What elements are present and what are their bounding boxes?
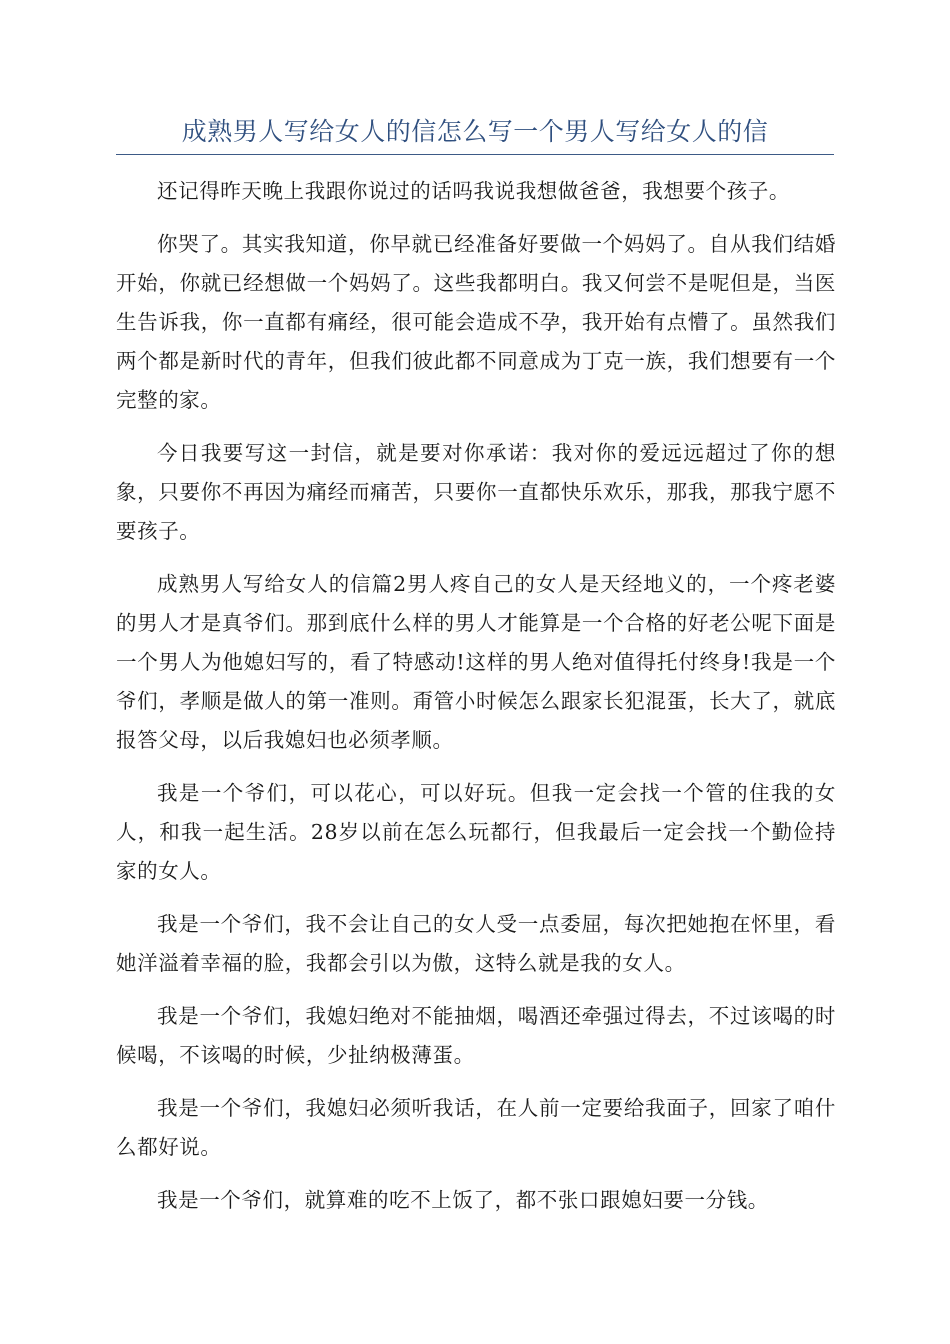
paragraph-1: 还记得昨天晚上我跟你说过的话吗我说我想做爸爸，我想要个孩子。	[157, 179, 790, 203]
paragraph-4: 成熟男人写给女人的信篇2男人疼自己的女人是天经地义的，一个疼老婆的男人才是真爷们。那到底什么样的男人才能算是一个合格的好老公呢下面是一个男人为他媳妇写的，看了特感动!这样的男人绝对值得托付终身!我是一个爷们，孝顺是做人的第一准则。甭管小时候怎么跟家长犯混蛋，长大了，就底报答父母，以后我媳妇也必须孝顺。	[116, 572, 836, 752]
paragraph-5: 我是一个爷们，可以花心，可以好玩。但我一定会找一个管的住我的女人，和我一起生活。28岁以前在怎么玩都行，但我最后一定会找一个勤俭持家的女人。	[116, 781, 836, 883]
title-block	[116, 112, 834, 155]
paragraph-8: 我是一个爷们，我媳妇必须听我话，在人前一定要给我面子，回家了咱什么都好说。	[116, 1096, 836, 1159]
paragraph-2: 你哭了。其实我知道，你早就已经准备好要做一个妈妈了。自从我们结婚开始，你就已经想做一个妈妈了。这些我都明白。我又何尝不是呢但是，当医生告诉我，你一直都有痛经，很可能会造成不孕，我开始有点懵了。虽然我们两个都是新时代的青年，但我们彼此都不同意成为丁克一族，我们想要有一个完整的家。	[116, 232, 836, 412]
page-title: 成熟男人写给女人的信怎么写一个男人写给女人的信	[181, 117, 769, 146]
paragraph-6: 我是一个爷们，我不会让自己的女人受一点委屈，每次把她抱在怀里，看她洋溢着幸福的脸，我都会引以为傲，这特么就是我的女人。	[116, 912, 836, 975]
document-body	[116, 172, 836, 1234]
paragraph-9: 我是一个爷们，就算难的吃不上饭了，都不张口跟媳妇要一分钱。	[157, 1188, 769, 1212]
paragraph-7: 我是一个爷们，我媳妇绝对不能抽烟，喝酒还牵强过得去，不过该喝的时候喝，不该喝的时候，少扯纳极薄蛋。	[116, 1004, 836, 1067]
paragraph-3: 今日我要写这一封信，就是要对你承诺：我对你的爱远远超过了你的想象，只要你不再因为痛经而痛苦，只要你一直都快乐欢乐，那我，那我宁愿不要孩子。	[116, 441, 836, 543]
